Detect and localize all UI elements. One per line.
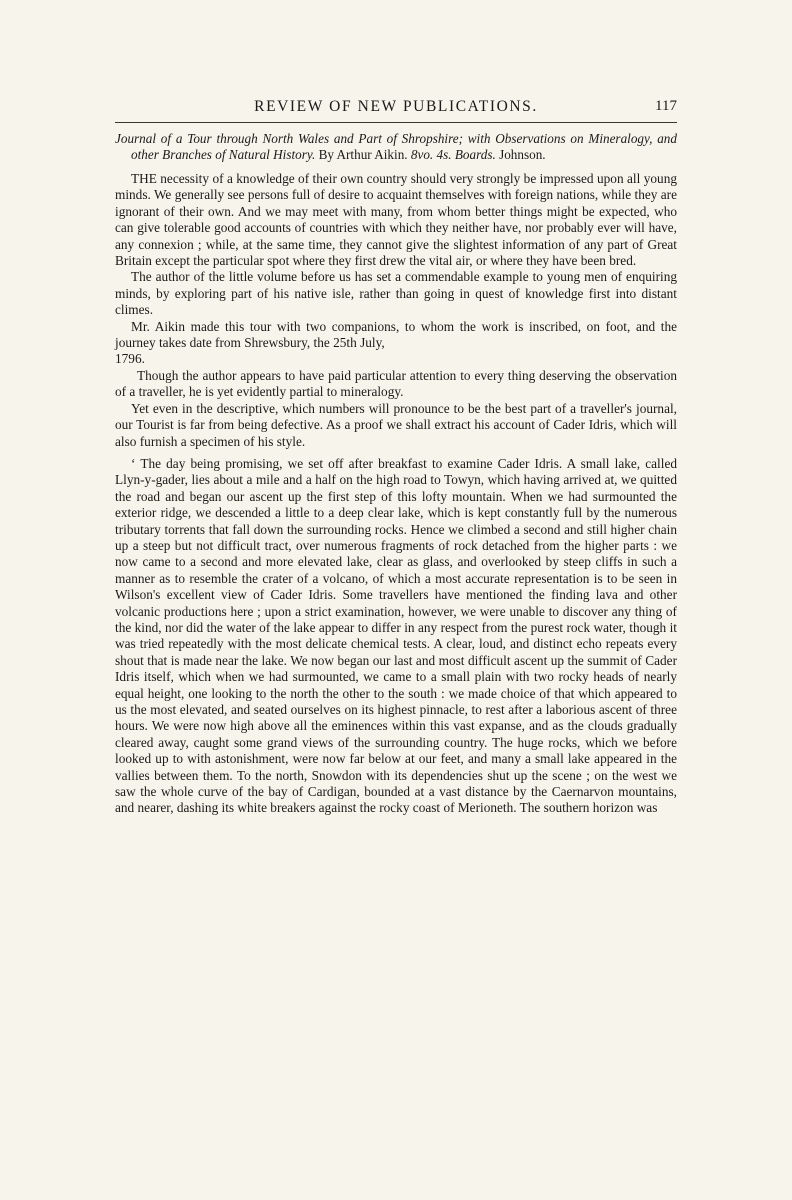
paragraph-2: The author of the little volume before us has set a commendable example to young men of enquiring minds, by exploring part of his native isle, rather than going in quest of knowledge first into distant climes. [115, 269, 677, 318]
paragraph-3: Mr. Aikin made this tour with two companions, to whom the work is inscribed, on foot, and the journey takes date from Shrewsbury, the 25th July, [115, 318, 677, 351]
paragraph-3-date: 1796. [115, 351, 145, 367]
book-details: 8vo. 4s. Boards. [410, 147, 496, 162]
paragraph-4: Though the author appears to have paid particular attention to every thing deserving the observation of a traveller, he is yet evidently partial to mineralogy. [115, 367, 677, 400]
page-header [115, 98, 677, 123]
paragraph-1: THE necessity of a knowledge of their own country should very strongly be impressed upon all young minds. We generally see persons full of desire to acquaint themselves with foreign nations, while they are ignorant of their own. And we may meet with many, from whom better things might be expected, who can give tolerable good accounts of countries with which they neither have, nor probably ever will have, any connexion ; while, at the same time, they cannot give the slightest information of any part of Great Britain except the particular spot where they first drew the vital air, or where they have been bred. [115, 171, 677, 269]
book-title-block [115, 131, 677, 163]
book-publisher: Johnson. [499, 147, 546, 162]
running-head: REVIEW OF NEW PUBLICATIONS. [254, 98, 538, 115]
page-number: 117 [655, 98, 677, 114]
book-title: Journal of a Tour through North Wales and Part of Shropshire; with Observations on Mineralogy, and other Branches of Natural History. [115, 131, 677, 162]
quoted-passage: ‘ The day being promising, we set off after breakfast to examine Cader Idris. A small lake, called Llyn-y-gader, lies about a mile and a half on the high road to Towyn, which having arrived at, we quitted the road and began our ascent up the first step of this lofty mountain. When we had surmounted the exterior ridge, we descended a little to a deep clear lake, which is kept constantly full by the numerous tributary torrents that fall down the surrounding rocks. Hence we climbed a second and still higher chain up a steep but not difficult tract, over numerous fragments of rock detached from the higher parts : we now came to a second and more elevated lake, clear as glass, and overlooked by steep cliffs in such a manner as to resemble the crater of a volcano, of which a most accurate representation is to be seen in Wilson's excellent view of Cader Idris. Some travellers have mentioned the finding lava and other volcanic productions here ; upon a strict examination, however, we were unable to discover any thing of the kind, nor did the water of the lake appear to differ in any respect from the purest rock water, though it was tried repeatedly with the most delicate chemical tests. A clear, loud, and distinct echo repeats every shout that is made near the lake. We now began our last and most difficult ascent up the summit of Cader Idris itself, which when we had surmounted, we came to a small plain with two rocky heads of nearly equal height, one looking to the north the other to the south : we made choice of that which appeared to us the most elevated, and seated ourselves on its highest pinnacle, to rest after a laborious ascent of three hours. We were now high above all the eminences within this vast expanse, and as the clouds gradually cleared away, caught some grand views of the surrounding country. The huge rocks, which we before looked up to with astonishment, were now far below at our feet, and many a small lake appeared in the vallies between them. To the north, Snowdon with its dependencies shut up the scene ; on the west we saw the whole curve of the bay of Cardigan, bounded at a vast distance by the Caernarvon mountains, and nearer, dashing its white breakers against the rocky coast of Merioneth. The southern horizon was [115, 455, 677, 816]
book-author: By Arthur Aikin. [318, 147, 408, 162]
paragraph-5: Yet even in the descriptive, which numbers will pronounce to be the best part of a traveller's journal, our Tourist is far from being defective. As a proof we shall extract his account of Cader Idris, which will also furnish a specimen of his style. [115, 400, 677, 449]
